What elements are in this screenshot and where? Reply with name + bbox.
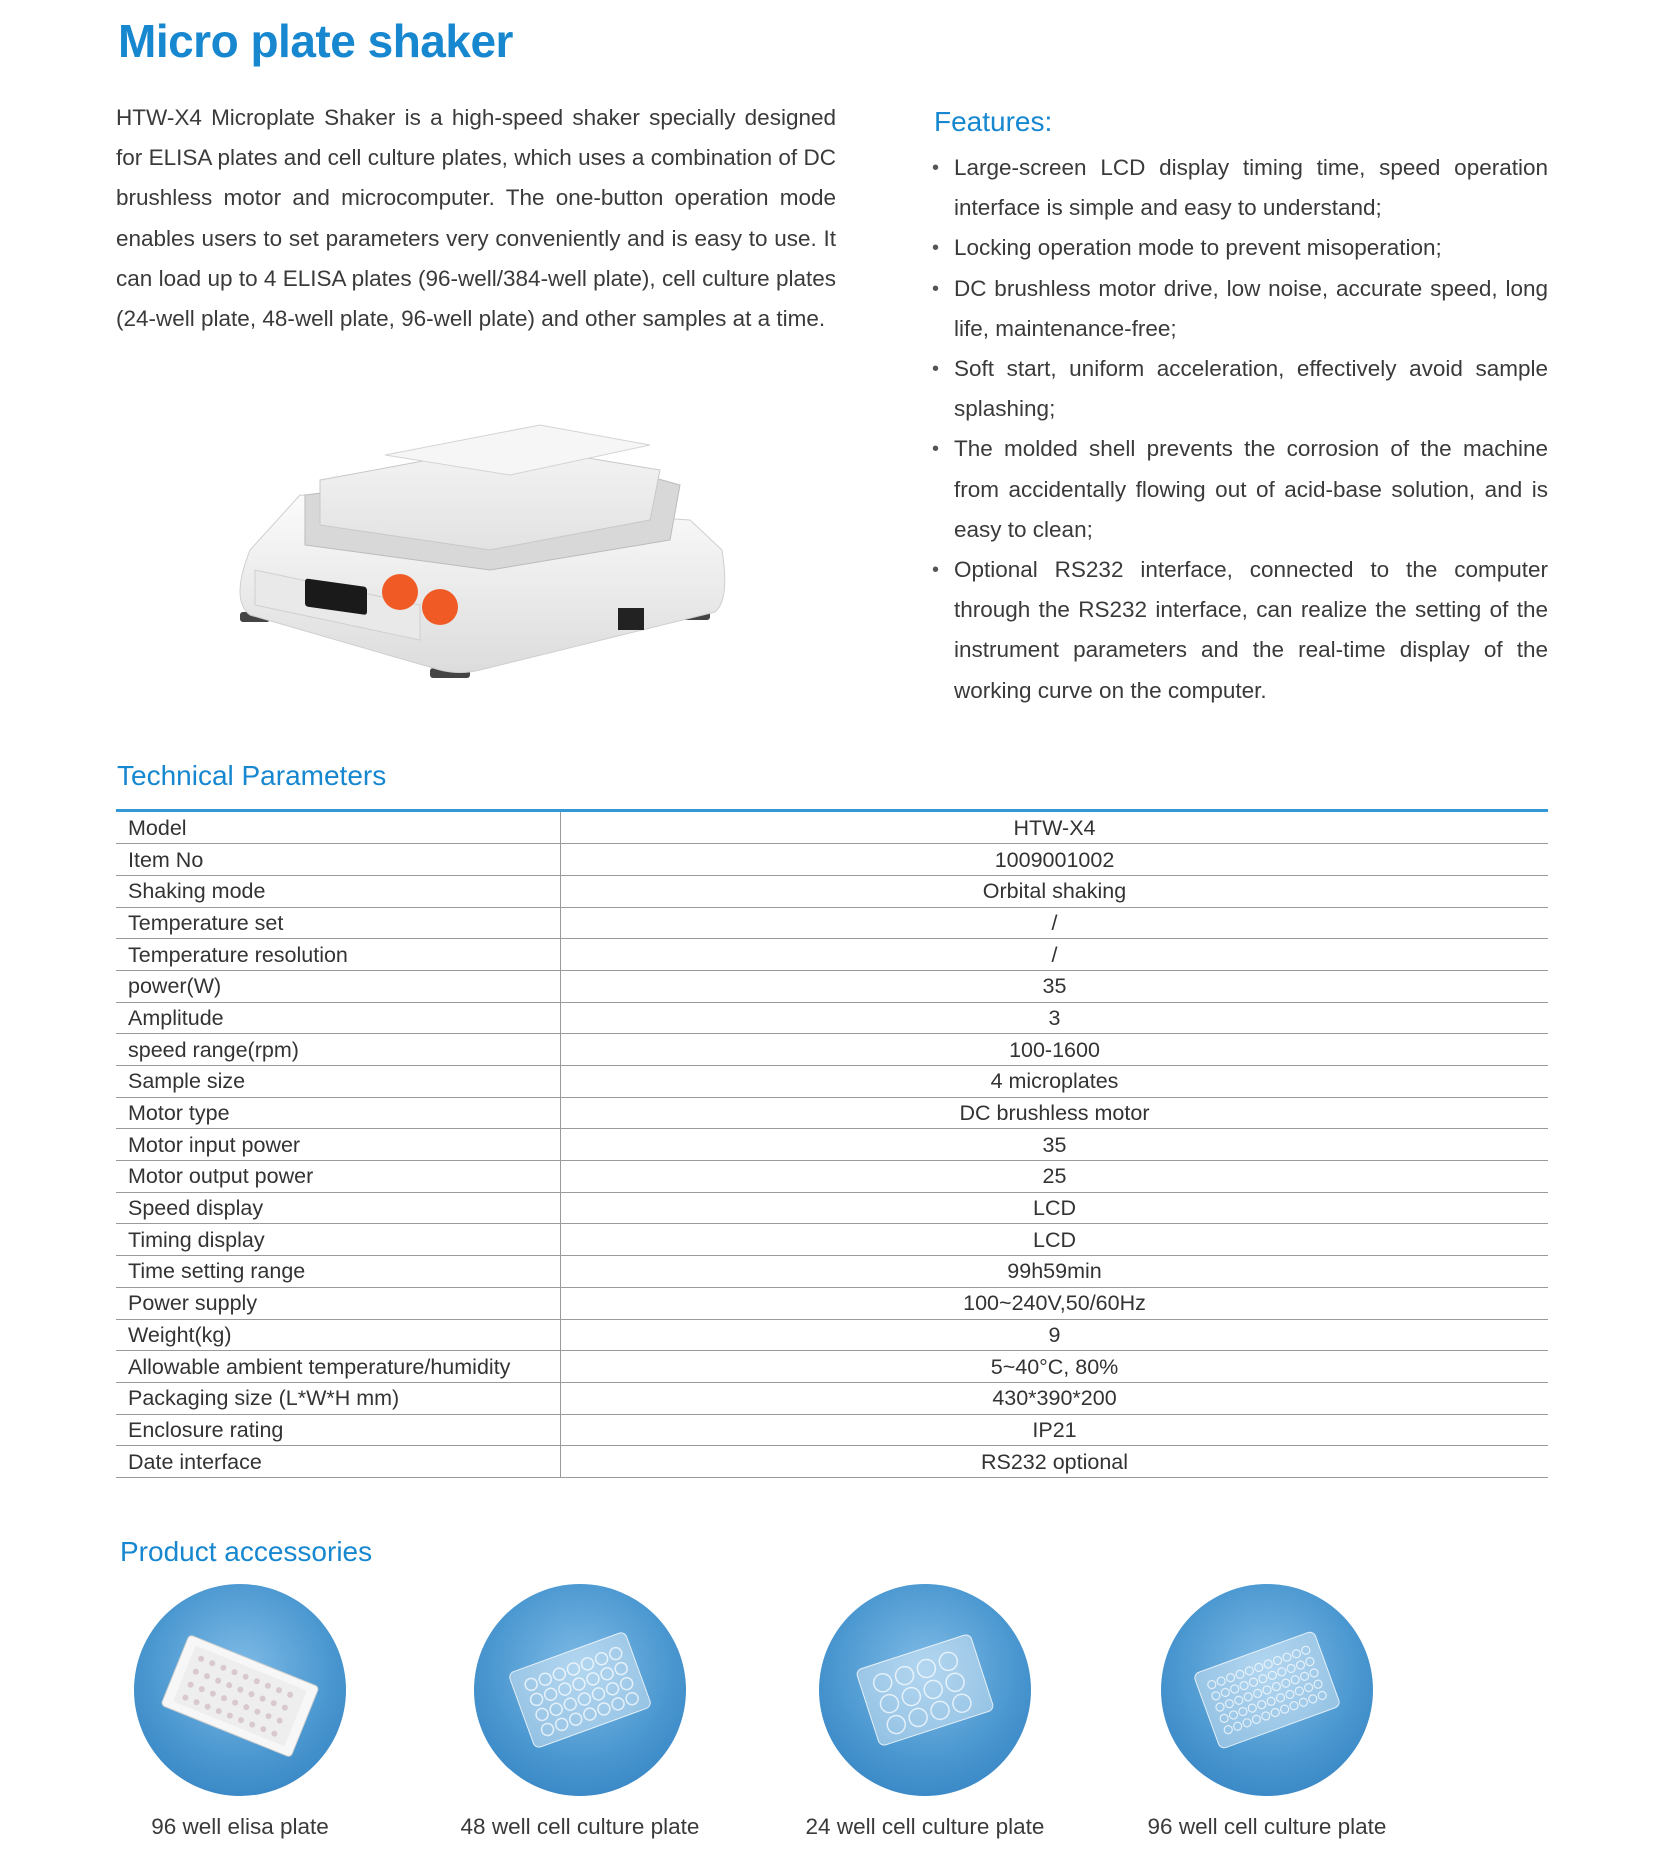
feature-item: • Optional RS232 interface, connected to the computer through the RS232 interface, can realize the setting of the instrument parameters and the real-time display of the working curve on the computer. [932,550,1548,711]
table-row [116,1224,1548,1256]
param-value: 9 [1048,1322,1061,1347]
feature-item: • Large-screen LCD display timing time, speed operation interface is simple and easy to understand; [932,148,1548,228]
table-row [116,1256,1548,1288]
culture-plate-icon [474,1584,686,1796]
intro-paragraph: HTW-X4 Microplate Shaker is a high-speed shaker specially designed for ELISA plates and cell culture plates, which uses a combination of DC brushless motor and microcomputer. The one-button operation mode enables users to set parameters very conveniently and is easy to use. It can load up to 4 ELISA plates (96-well/384-well plate), cell culture plates (24-well plate, 48-well plate, 96-well plate) and other samples at a time. [116,105,836,332]
param-value: LCD [1032,1227,1076,1252]
culture-plate-icon [1161,1584,1373,1796]
param-name: Enclosure rating [116,1414,561,1446]
param-value: / [1051,910,1058,935]
accessory-item [775,1584,1075,1840]
table-row [116,1192,1548,1224]
param-value: HTW-X4 [1013,815,1096,840]
param-value: 5~40°C, 80% [990,1354,1119,1379]
accessory-label: 96 well elisa plate [151,1814,329,1839]
table-row [116,875,1548,907]
param-name: Time setting range [116,1256,561,1288]
param-value: LCD [1032,1196,1076,1221]
param-value: 3 [1048,1005,1061,1030]
table-row [116,970,1548,1002]
accessory-item [90,1584,390,1840]
table-row [116,1097,1548,1129]
bullet-icon: • [932,559,940,582]
param-value: 25 [1042,1164,1067,1189]
bullet-icon: • [932,157,940,179]
features-list [932,148,1548,711]
table-row [116,1129,1548,1161]
param-value: 4 microplates [990,1069,1119,1094]
accessory-label: 48 well cell culture plate [460,1814,700,1839]
param-value: Orbital shaking [982,879,1127,904]
param-name: Motor input power [116,1129,561,1161]
param-name: Timing display [116,1224,561,1256]
table-row [116,1319,1548,1351]
table-row [116,844,1548,876]
param-name: Date interface [116,1446,561,1478]
page-title: Micro plate shaker [118,15,513,67]
param-value: 430*390*200 [992,1386,1117,1411]
table-row [116,812,1548,844]
accessory-label: 24 well cell culture plate [805,1814,1045,1839]
table-row [116,1287,1548,1319]
accessory-label: 96 well cell culture plate [1147,1814,1387,1839]
param-name: Sample size [116,1066,561,1098]
param-value: / [1051,942,1058,967]
table-row [116,1351,1548,1383]
param-value: RS232 optional [980,1449,1129,1474]
table-row [116,939,1548,971]
bullet-icon: • [932,237,940,260]
param-value: 99h59min [1007,1259,1102,1284]
param-name: Temperature set [116,907,561,939]
param-name: Motor type [116,1097,561,1129]
param-value: 35 [1042,974,1067,999]
technical-parameters-heading: Technical Parameters [117,760,387,791]
elisa-plate-icon [134,1584,346,1796]
shaker-product-image [210,400,750,720]
table-row [116,1446,1548,1478]
table-row [116,1066,1548,1098]
features-heading: Features: [934,106,1053,137]
feature-item: • Soft start, uniform acceleration, effectively avoid sample splashing; [932,349,1548,429]
param-name: Motor output power [116,1161,561,1193]
param-value: IP21 [1032,1417,1077,1442]
table-row [116,1382,1548,1414]
table-row [116,1034,1548,1066]
accessory-item [430,1584,730,1840]
param-name: Packaging size (L*W*H mm) [116,1382,561,1414]
param-name: Shaking mode [116,875,561,907]
feature-item: • Locking operation mode to prevent misoperation; [932,228,1548,268]
accessories-heading: Product accessories [120,1536,373,1567]
feature-item: • The molded shell prevents the corrosion of the machine from accidentally flowing out of acid-base solution, and is easy to clean; [932,429,1548,550]
table-row [116,1414,1548,1446]
param-value: 1009001002 [994,847,1115,872]
param-name: speed range(rpm) [116,1034,561,1066]
parameters-table [116,812,1548,1478]
param-name: Speed display [116,1192,561,1224]
param-value: 35 [1042,1132,1067,1157]
param-value: DC brushless motor [959,1101,1150,1126]
param-name: Amplitude [116,1002,561,1034]
param-value: 100-1600 [1009,1037,1100,1062]
table-row [116,1161,1548,1193]
accessory-item [1117,1584,1417,1840]
bullet-icon: • [932,438,940,461]
bullet-icon: • [932,277,940,300]
bullet-icon: • [932,358,940,381]
param-name: power(W) [116,970,561,1002]
culture-plate-icon [819,1584,1031,1796]
param-name: Power supply [116,1287,561,1319]
param-value: 100~240V,50/60Hz [963,1291,1146,1316]
param-name: Weight(kg) [116,1319,561,1351]
param-name: Allowable ambient temperature/humidity [116,1351,561,1383]
table-row [116,1002,1548,1034]
param-name: Item No [116,844,561,876]
param-name: Model [116,812,561,844]
table-row [116,907,1548,939]
feature-item: • DC brushless motor drive, low noise, accurate speed, long life, maintenance-free; [932,269,1548,349]
param-name: Temperature resolution [116,939,561,971]
